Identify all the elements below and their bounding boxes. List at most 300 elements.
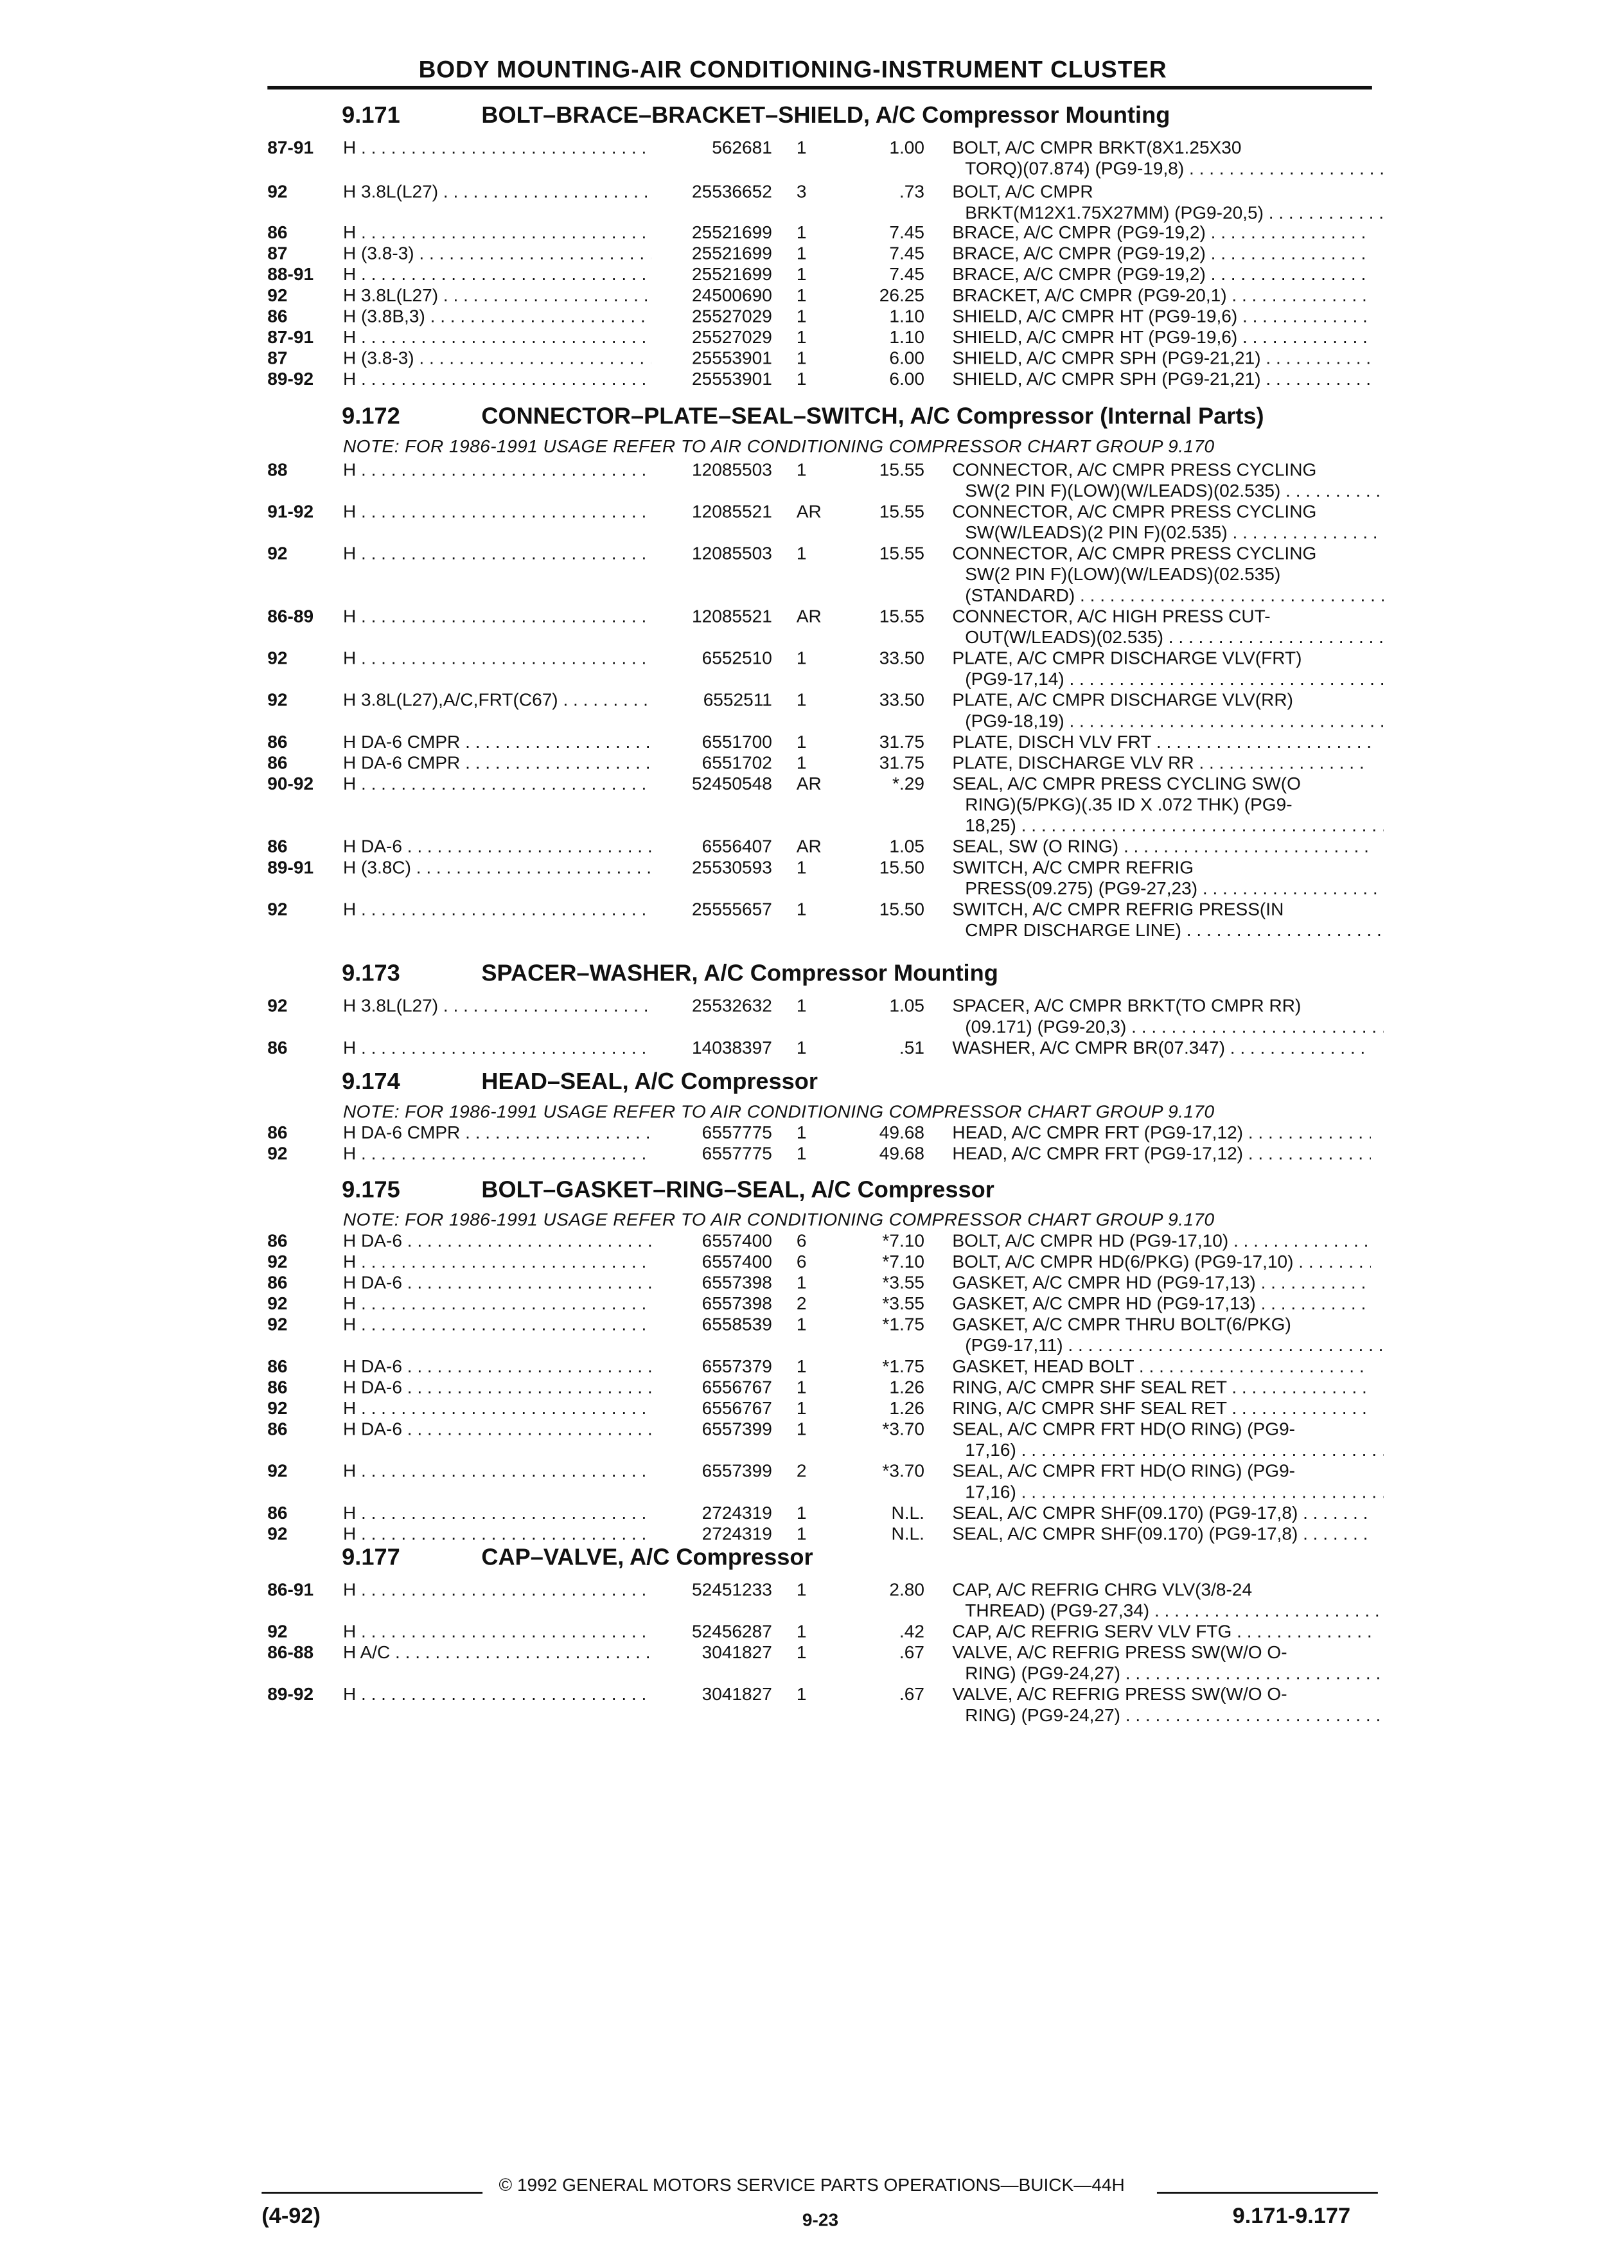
part-number: 3041827 — [702, 1642, 772, 1663]
quantity: 1 — [796, 1579, 807, 1600]
price: *1.75 — [882, 1356, 924, 1377]
description-line: SEAL, A/C CMPR PRESS CYCLING SW(O — [952, 773, 1301, 794]
quantity: 6 — [796, 1251, 807, 1272]
part-number: 6557400 — [702, 1251, 772, 1272]
description-line: BOLT, A/C CMPR BRKT(8X1.25X30 — [952, 137, 1242, 158]
part-number: 6551702 — [702, 752, 772, 773]
price: *1.75 — [882, 1314, 924, 1334]
part-number: 52450548 — [692, 773, 772, 794]
application: H DA-6 . . . — [343, 1377, 651, 1398]
model-year: 86 — [267, 306, 288, 326]
model-year: 89-92 — [267, 1683, 314, 1705]
description — [952, 222, 1371, 244]
application: H . . . — [343, 1621, 651, 1642]
quantity: 1 — [796, 348, 807, 368]
quantity: 1 — [796, 326, 807, 348]
description-line: BRKT(M12X1.75X27MM) (PG9-20,5) . . . — [952, 202, 1384, 224]
quantity: 1 — [796, 899, 807, 919]
application: H (3.8C) . . . — [343, 857, 651, 878]
section-number: 9.175 — [342, 1176, 400, 1203]
application: H 3.8L(L27) . . . — [343, 995, 651, 1016]
price: 31.75 — [879, 731, 924, 752]
description-line: PLATE, DISCHARGE VLV RR . . . — [952, 752, 1371, 774]
application: H . . . — [343, 1579, 651, 1600]
description-line: SW(W/LEADS)(2 PIN F)(02.535) . . . — [952, 522, 1384, 544]
description-line: (STANDARD) . . . — [952, 585, 1384, 606]
price: 33.50 — [879, 648, 924, 668]
application: H . . . — [343, 369, 651, 390]
description — [952, 1621, 1371, 1642]
description-line: WASHER, A/C CMPR BR(07.347) . . . — [952, 1038, 1371, 1059]
quantity: 1 — [796, 459, 807, 480]
quantity: 1 — [796, 137, 807, 158]
description — [952, 1398, 1371, 1419]
application: H . . . — [343, 1503, 651, 1524]
description-line: SHIELD, A/C CMPR HT (PG9-19,6) . . . — [952, 327, 1371, 348]
description-line: SHIELD, A/C CMPR HT (PG9-19,6) . . . — [952, 306, 1371, 327]
description-line: RING, A/C CMPR SHF SEAL RET . . . — [952, 1398, 1371, 1419]
part-number: 25553901 — [692, 348, 772, 368]
quantity: 6 — [796, 1230, 807, 1251]
price: .67 — [899, 1642, 924, 1663]
quantity: 1 — [796, 1642, 807, 1663]
quantity: 1 — [796, 689, 807, 711]
description-line: (PG9-18,19) . . . — [952, 711, 1384, 732]
application: H . . . — [343, 459, 651, 481]
description — [952, 1503, 1371, 1524]
price: 31.75 — [879, 752, 924, 773]
description — [952, 243, 1371, 264]
model-year: 86 — [267, 1502, 288, 1523]
section-heading: CONNECTOR–PLATE–SEAL–SWITCH, A/C Compressor (Internal Parts) — [481, 403, 1264, 429]
model-year: 86 — [267, 1230, 288, 1251]
model-year: 88-91 — [267, 263, 314, 285]
price: *3.55 — [882, 1293, 924, 1314]
model-year: 86 — [267, 1272, 288, 1293]
application: H (3.8B,3) . . . — [343, 306, 651, 327]
price: N.L. — [891, 1502, 924, 1523]
section-note-9-172: NOTE: FOR 1986-1991 USAGE REFER TO AIR CONDITIONING COMPRESSOR CHART GROUP 9.170 — [342, 436, 1215, 457]
part-number: 6557399 — [702, 1460, 772, 1482]
description-line: GASKET, A/C CMPR HD (PG9-17,13) . . . — [952, 1272, 1371, 1293]
quantity: 1 — [796, 243, 807, 263]
price: N.L. — [891, 1523, 924, 1544]
quantity: AR — [796, 501, 822, 522]
model-year: 90-92 — [267, 773, 314, 794]
quantity: 1 — [796, 1037, 807, 1058]
quantity: 1 — [796, 995, 807, 1016]
part-number: 6556767 — [702, 1397, 772, 1419]
part-number: 6558539 — [702, 1314, 772, 1334]
price: 1.10 — [889, 306, 924, 326]
description-line: CMPR DISCHARGE LINE) . . . — [952, 920, 1384, 941]
description-line: SW(2 PIN F)(LOW)(W/LEADS)(02.535) . . . — [952, 481, 1384, 502]
section-title-9-172 — [342, 403, 1264, 430]
description — [952, 369, 1371, 390]
quantity: 1 — [796, 1356, 807, 1377]
model-year: 92 — [267, 1251, 288, 1272]
application: H . . . — [343, 1523, 651, 1545]
model-year: 86-91 — [267, 1579, 314, 1600]
application: H . . . — [343, 1460, 651, 1482]
section-number: 9.174 — [342, 1068, 400, 1095]
description-line: VALVE, A/C REFRIG PRESS SW(W/O O- — [952, 1683, 1287, 1705]
section-heading: SPACER–WASHER, A/C Compressor Mounting — [481, 961, 998, 986]
application: H DA-6 . . . — [343, 836, 651, 857]
quantity: 1 — [796, 263, 807, 285]
model-year: 92 — [267, 1143, 288, 1164]
model-year: 86 — [267, 1419, 288, 1439]
quantity: AR — [796, 836, 822, 857]
description — [952, 1230, 1371, 1252]
section-title-9-171 — [342, 102, 1170, 128]
description-line: RING) (PG9-24,27) . . . — [952, 1705, 1384, 1726]
section-title-9-177 — [342, 1545, 813, 1571]
price: 6.00 — [889, 348, 924, 368]
model-year: 92 — [267, 181, 288, 202]
footer-page-number: 9-23 — [802, 2210, 839, 2230]
description — [952, 327, 1371, 348]
price: .42 — [899, 1621, 924, 1642]
price: 1.00 — [889, 137, 924, 158]
quantity: 1 — [796, 285, 807, 306]
price: .73 — [899, 181, 924, 202]
quantity: 1 — [796, 543, 807, 563]
part-number: 12085503 — [692, 543, 772, 563]
quantity: 1 — [796, 1377, 807, 1397]
quantity: AR — [796, 773, 822, 794]
part-number: 14038397 — [692, 1037, 772, 1058]
application: H DA-6 . . . — [343, 1419, 651, 1440]
quantity: 2 — [796, 1293, 807, 1314]
price: 6.00 — [889, 368, 924, 389]
section-heading: BOLT–BRACE–BRACKET–SHIELD, A/C Compressor Mounting — [481, 102, 1170, 128]
price: 15.55 — [879, 501, 924, 522]
application: H . . . — [343, 264, 651, 285]
price: 33.50 — [879, 689, 924, 711]
model-year: 86 — [267, 1122, 288, 1143]
quantity: 1 — [796, 306, 807, 326]
application: H . . . — [343, 774, 651, 795]
section-title-9-174 — [342, 1068, 818, 1095]
description-line: SWITCH, A/C CMPR REFRIG PRESS(IN — [952, 899, 1284, 919]
section-heading: CAP–VALVE, A/C Compressor — [481, 1544, 813, 1570]
section-note-9-175: NOTE: FOR 1986-1991 USAGE REFER TO AIR CONDITIONING COMPRESSOR CHART GROUP 9.170 — [342, 1209, 1215, 1230]
application: H DA-6 CMPR . . . — [343, 752, 651, 774]
part-number: 6557379 — [702, 1356, 772, 1377]
footer-rule-left — [261, 2192, 482, 2194]
model-year: 86 — [267, 1356, 288, 1377]
application: H (3.8-3) . . . — [343, 243, 651, 264]
description-line: SW(2 PIN F)(LOW)(W/LEADS)(02.535) — [965, 563, 1281, 585]
description — [952, 648, 1384, 689]
quantity: 1 — [796, 731, 807, 752]
part-number: 6557399 — [702, 1419, 772, 1439]
application: H . . . — [343, 1684, 651, 1705]
application: H . . . — [343, 899, 651, 920]
price: 15.50 — [879, 856, 924, 878]
description — [952, 1377, 1371, 1398]
application: H . . . — [343, 1038, 651, 1059]
description — [952, 1293, 1371, 1315]
description-line: CONNECTOR, A/C HIGH PRESS CUT- — [952, 606, 1271, 626]
price: 26.25 — [879, 285, 924, 306]
model-year: 89-91 — [267, 856, 314, 878]
description — [952, 606, 1384, 648]
part-number: 6557775 — [702, 1143, 772, 1164]
description-line: (09.171) (PG9-20,3) . . . — [952, 1016, 1384, 1038]
footer-date: (4-92) — [261, 2203, 321, 2228]
model-year: 86-88 — [267, 1642, 314, 1663]
model-year: 92 — [267, 995, 288, 1016]
application: H 3.8L(L27) . . . — [343, 285, 651, 306]
description-line: CONNECTOR, A/C CMPR PRESS CYCLING — [952, 459, 1317, 480]
description-line: SEAL, A/C CMPR FRT HD(O RING) (PG9- — [952, 1419, 1296, 1439]
description-line: SHIELD, A/C CMPR SPH (PG9-21,21) . . . — [952, 348, 1371, 369]
model-year: 87 — [267, 243, 288, 263]
price: 15.50 — [879, 899, 924, 919]
model-year: 92 — [267, 543, 288, 563]
price: 49.68 — [879, 1143, 924, 1164]
application: H 3.8L(L27),A/C,FRT(C67) . . . — [343, 689, 651, 711]
quantity: 1 — [796, 752, 807, 773]
section-heading: HEAD–SEAL, A/C Compressor — [481, 1068, 818, 1095]
price: *.29 — [892, 773, 924, 794]
quantity: 1 — [796, 368, 807, 389]
price: 7.45 — [889, 243, 924, 263]
part-number: 6556767 — [702, 1377, 772, 1397]
application: H . . . — [343, 1143, 651, 1164]
price: *7.10 — [882, 1251, 924, 1272]
quantity: 1 — [796, 1397, 807, 1419]
description-line: BOLT, A/C CMPR — [952, 181, 1093, 202]
price: 1.05 — [889, 836, 924, 857]
quantity: 1 — [796, 856, 807, 878]
description — [952, 1272, 1371, 1293]
description — [952, 306, 1371, 327]
section-number: 9.173 — [342, 961, 400, 986]
part-number: 25536652 — [692, 181, 772, 202]
application: H DA-6 CMPR . . . — [343, 1122, 651, 1144]
part-number: 25532632 — [692, 995, 772, 1016]
description-line: PLATE, A/C CMPR DISCHARGE VLV(RR) — [952, 689, 1293, 711]
description-line: GASKET, A/C CMPR HD (PG9-17,13) . . . — [952, 1293, 1371, 1315]
part-number: 25521699 — [692, 243, 772, 263]
part-number: 6552511 — [703, 689, 772, 711]
footer-copyright: © 1992 GENERAL MOTORS SERVICE PARTS OPERATIONS—BUICK—44H — [499, 2174, 1125, 2195]
description-line: SEAL, A/C CMPR FRT HD(O RING) (PG9- — [952, 1460, 1296, 1482]
model-year: 92 — [267, 648, 288, 668]
part-number: 52456287 — [692, 1621, 772, 1642]
part-number: 6552510 — [702, 648, 772, 668]
description-line: CONNECTOR, A/C CMPR PRESS CYCLING — [952, 543, 1317, 563]
part-number: 562681 — [712, 137, 772, 158]
part-number: 3041827 — [702, 1683, 772, 1705]
model-year: 92 — [267, 1397, 288, 1419]
price: .67 — [899, 1683, 924, 1705]
price: 7.45 — [889, 222, 924, 243]
quantity: 2 — [796, 1460, 807, 1482]
description — [952, 1143, 1371, 1164]
model-year: 92 — [267, 1621, 288, 1642]
description — [952, 836, 1371, 857]
model-year: 91-92 — [267, 501, 314, 522]
model-year: 92 — [267, 1314, 288, 1334]
section-heading: BOLT–GASKET–RING–SEAL, A/C Compressor — [481, 1176, 994, 1203]
description-line: BRACE, A/C CMPR (PG9-19,2) . . . — [952, 243, 1371, 264]
description — [952, 501, 1384, 543]
description — [952, 995, 1384, 1037]
quantity: 3 — [796, 181, 807, 202]
part-number: 25527029 — [692, 326, 772, 348]
part-number: 6557400 — [702, 1230, 772, 1251]
description — [952, 689, 1384, 731]
price: 7.45 — [889, 263, 924, 285]
model-year: 89-92 — [267, 368, 314, 389]
application: H . . . — [343, 137, 651, 159]
description-line: CAP, A/C REFRIG SERV VLV FTG . . . — [952, 1621, 1371, 1642]
part-number: 2724319 — [702, 1523, 772, 1544]
model-year: 92 — [267, 1460, 288, 1482]
application: H DA-6 . . . — [343, 1272, 651, 1293]
model-year: 86 — [267, 731, 288, 752]
quantity: 1 — [796, 648, 807, 668]
quantity: AR — [796, 606, 822, 626]
model-year: 92 — [267, 689, 288, 711]
quantity: 1 — [796, 1683, 807, 1705]
section-number: 9.171 — [342, 102, 400, 128]
application: H . . . — [343, 1314, 651, 1335]
description — [952, 1038, 1371, 1059]
description-line: PRESS(09.275) (PG9-27,23) . . . — [952, 878, 1384, 899]
model-year: 87-91 — [267, 137, 314, 158]
price: 1.26 — [889, 1397, 924, 1419]
footer-section-range: 9.171-9.177 — [1232, 2203, 1351, 2228]
model-year: 88 — [267, 459, 288, 480]
description — [952, 1419, 1384, 1460]
application: H . . . — [343, 222, 651, 244]
description-line: RING) (PG9-24,27) . . . — [952, 1663, 1384, 1684]
description — [952, 857, 1384, 899]
section-note-9-174: NOTE: FOR 1986-1991 USAGE REFER TO AIR CONDITIONING COMPRESSOR CHART GROUP 9.170 — [342, 1101, 1215, 1122]
description-line: SEAL, SW (O RING) . . . — [952, 836, 1371, 857]
description-line: BRACE, A/C CMPR (PG9-19,2) . . . — [952, 222, 1371, 244]
part-number: 12085521 — [692, 606, 772, 626]
price: 1.05 — [889, 995, 924, 1016]
application: H . . . — [343, 1293, 651, 1315]
quantity: 1 — [796, 1523, 807, 1544]
application: H . . . — [343, 1252, 651, 1273]
part-number: 12085503 — [692, 459, 772, 480]
description-line: SEAL, A/C CMPR SHF(09.170) (PG9-17,8) . . . — [952, 1503, 1371, 1524]
section-title-9-173 — [342, 961, 998, 987]
description — [952, 731, 1371, 752]
description-line: SPACER, A/C CMPR BRKT(TO CMPR RR) — [952, 995, 1302, 1016]
description — [952, 459, 1384, 501]
description — [952, 1314, 1384, 1356]
application: H . . . — [343, 501, 651, 522]
price: *3.55 — [882, 1272, 924, 1293]
quantity: 1 — [796, 1419, 807, 1439]
description-line: SEAL, A/C CMPR SHF(09.170) (PG9-17,8) . . . — [952, 1523, 1371, 1545]
description — [952, 1460, 1384, 1502]
description-line: CAP, A/C REFRIG CHRG VLV(3/8-24 — [952, 1579, 1253, 1600]
quantity: 1 — [796, 1314, 807, 1334]
description — [952, 285, 1371, 306]
model-year: 92 — [267, 285, 288, 306]
description-line: THREAD) (PG9-27,34) . . . — [952, 1600, 1384, 1622]
description-line: SWITCH, A/C CMPR REFRIG — [952, 856, 1194, 878]
description — [952, 543, 1384, 606]
model-year: 86 — [267, 1037, 288, 1058]
header-rule — [267, 86, 1372, 89]
model-year: 86-89 — [267, 606, 314, 626]
description-line: RING)(5/PKG)(.35 ID X .072 THK) (PG9- — [965, 794, 1293, 815]
description-line: HEAD, A/C CMPR FRT (PG9-17,12) . . . — [952, 1122, 1371, 1144]
description — [952, 348, 1371, 369]
price: .51 — [899, 1037, 924, 1058]
description-line: (PG9-17,11) . . . — [952, 1335, 1384, 1356]
application: H DA-6 . . . — [343, 1356, 651, 1377]
model-year: 87-91 — [267, 326, 314, 348]
part-number: 25530593 — [692, 856, 772, 878]
part-number: 2724319 — [702, 1502, 772, 1523]
description-line: BOLT, A/C CMPR HD (PG9-17,10) . . . — [952, 1230, 1371, 1252]
description — [952, 1523, 1371, 1545]
price: 1.10 — [889, 326, 924, 348]
model-year: 86 — [267, 752, 288, 773]
price: 15.55 — [879, 459, 924, 480]
application: H . . . — [343, 1398, 651, 1419]
description-line: VALVE, A/C REFRIG PRESS SW(W/O O- — [952, 1642, 1287, 1663]
price: *7.10 — [882, 1230, 924, 1251]
description — [952, 774, 1384, 837]
model-year: 86 — [267, 222, 288, 243]
price: 1.26 — [889, 1377, 924, 1397]
description — [952, 137, 1384, 179]
quantity: 1 — [796, 1272, 807, 1293]
description — [952, 1356, 1371, 1377]
application: H (3.8-3) . . . — [343, 348, 651, 369]
description-line: TORQ)(07.874) (PG9-19,8) . . . — [952, 158, 1384, 179]
description-line: GASKET, A/C CMPR THRU BOLT(6/PKG) — [952, 1314, 1291, 1334]
application: H 3.8L(L27) . . . — [343, 181, 651, 202]
application: H . . . — [343, 543, 651, 564]
quantity: 1 — [796, 1621, 807, 1642]
quantity: 1 — [796, 1143, 807, 1164]
description-line: BRACKET, A/C CMPR (PG9-20,1) . . . — [952, 285, 1371, 306]
price: 15.55 — [879, 543, 924, 563]
application: H . . . — [343, 327, 651, 348]
description-line: 17,16) . . . — [952, 1482, 1384, 1503]
application: H . . . — [343, 606, 651, 627]
application: H DA-6 CMPR . . . — [343, 731, 651, 752]
description — [952, 899, 1384, 941]
description — [952, 1684, 1384, 1726]
description-line: RING, A/C CMPR SHF SEAL RET . . . — [952, 1377, 1371, 1398]
quantity: 1 — [796, 222, 807, 243]
section-number: 9.172 — [342, 403, 400, 429]
part-number: 25527029 — [692, 306, 772, 326]
quantity: 1 — [796, 1122, 807, 1143]
model-year: 92 — [267, 1523, 288, 1544]
model-year: 92 — [267, 899, 288, 919]
model-year: 87 — [267, 348, 288, 368]
part-number: 6557398 — [702, 1272, 772, 1293]
section-title-9-175 — [342, 1177, 994, 1203]
model-year: 92 — [267, 1293, 288, 1314]
description — [952, 181, 1384, 223]
